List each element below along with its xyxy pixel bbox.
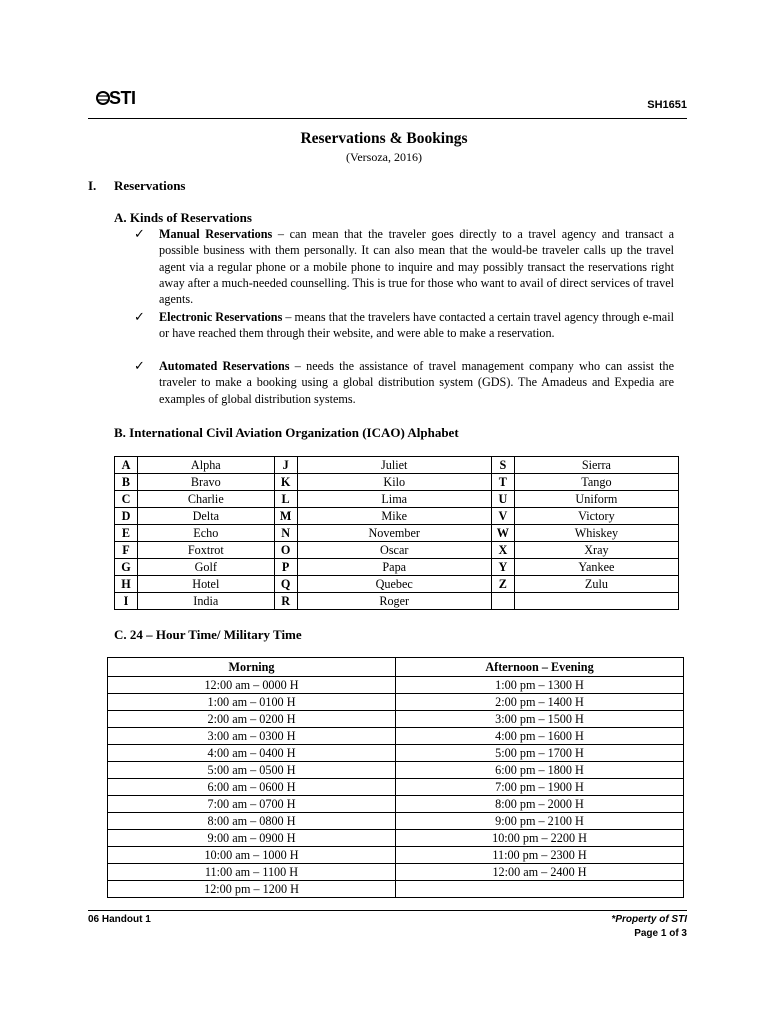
section-reservations-heading (88, 178, 186, 194)
morning-time-cell: 8:00 am – 0800 H (108, 813, 396, 830)
evening-time-cell: 8:00 pm – 2000 H (396, 796, 684, 813)
icao-heading: B. International Civil Aviation Organization (ICAO) Alphabet (114, 425, 459, 440)
table-row (115, 559, 679, 576)
evening-time-cell: 12:00 am – 2400 H (396, 864, 684, 881)
table-row (108, 728, 684, 745)
evening-time-cell: 2:00 pm – 1400 H (396, 694, 684, 711)
letter-cell: T (491, 474, 514, 491)
footer-divider (88, 910, 687, 911)
letter-cell (491, 593, 514, 610)
term: Automated Reservations (159, 359, 290, 373)
evening-time-cell (396, 881, 684, 898)
codeword-cell: Mike (297, 508, 491, 525)
table-row (108, 694, 684, 711)
codeword-cell: Tango (514, 474, 678, 491)
letter-cell: O (274, 542, 297, 559)
document-code: SH1651 (647, 99, 687, 111)
codeword-cell: Xray (514, 542, 678, 559)
header-divider (88, 118, 687, 119)
codeword-cell: Papa (297, 559, 491, 576)
morning-time-cell: 6:00 am – 0600 H (108, 779, 396, 796)
globe-icon (96, 91, 110, 105)
codeword-cell: Sierra (514, 457, 678, 474)
table-row (108, 677, 684, 694)
morning-time-cell: 12:00 pm – 1200 H (108, 881, 396, 898)
military-time-table (107, 657, 684, 898)
handout-label: 06 Handout 1 (88, 914, 151, 925)
evening-time-cell: 3:00 pm – 1500 H (396, 711, 684, 728)
evening-time-cell: 5:00 pm – 1700 H (396, 745, 684, 762)
table-row (108, 711, 684, 728)
section-label: Reservations (114, 178, 186, 193)
table-row (108, 796, 684, 813)
codeword-cell: Golf (138, 559, 275, 576)
table-row (115, 474, 679, 491)
morning-time-cell: 7:00 am – 0700 H (108, 796, 396, 813)
table-row (115, 491, 679, 508)
table-row (108, 813, 684, 830)
table-row (108, 864, 684, 881)
codeword-cell: Lima (297, 491, 491, 508)
kinds-heading: A. Kinds of Reservations (114, 210, 252, 225)
morning-time-cell: 4:00 am – 0400 H (108, 745, 396, 762)
codeword-cell (514, 593, 678, 610)
letter-cell: J (274, 457, 297, 474)
letter-cell: H (115, 576, 138, 593)
icao-alphabet-table (114, 456, 679, 610)
definition: – needs the assistance of travel management company who can assist the traveler to make a booking using a global distribution system (GDS). The Amadeus and Expedia are examples of global distribution systems. (159, 359, 674, 406)
checkmark-icon: ✓ (134, 358, 145, 373)
column-header: Morning (108, 658, 396, 677)
letter-cell: K (274, 474, 297, 491)
codeword-cell: Juliet (297, 457, 491, 474)
letter-cell: M (274, 508, 297, 525)
codeword-cell: India (138, 593, 275, 610)
letter-cell: F (115, 542, 138, 559)
morning-time-cell: 2:00 am – 0200 H (108, 711, 396, 728)
definition: – means that the travelers have contacted a certain travel agency through e-mail or have reached them through their website, and were able to make a reservation. (159, 310, 674, 341)
morning-time-cell: 3:00 am – 0300 H (108, 728, 396, 745)
codeword-cell: Quebec (297, 576, 491, 593)
morning-time-cell: 5:00 am – 0500 H (108, 762, 396, 779)
letter-cell: U (491, 491, 514, 508)
checkmark-icon: ✓ (134, 226, 145, 241)
page-number: Page 1 of 3 (634, 928, 687, 939)
morning-time-cell: 12:00 am – 0000 H (108, 677, 396, 694)
table-row (108, 847, 684, 864)
property-label: *Property of STI (611, 914, 687, 925)
codeword-cell: Bravo (138, 474, 275, 491)
section-number: I. (88, 178, 97, 193)
letter-cell: G (115, 559, 138, 576)
checkmark-icon: ✓ (134, 309, 145, 324)
codeword-cell: Oscar (297, 542, 491, 559)
table-row (108, 830, 684, 847)
letter-cell: C (115, 491, 138, 508)
evening-time-cell: 1:00 pm – 1300 H (396, 677, 684, 694)
table-row (115, 542, 679, 559)
letter-cell: Q (274, 576, 297, 593)
list-item (134, 226, 674, 307)
letter-cell: S (491, 457, 514, 474)
letter-cell: Y (491, 559, 514, 576)
codeword-cell: Roger (297, 593, 491, 610)
page-subtitle: (Versoza, 2016) (346, 150, 422, 164)
definition: – can mean that the traveler goes directly to a travel agency and transact a possible business with them personally. It can also mean that the would-be traveler calls up the travel agent via a regular phone or a mobile phone to inquire and may possibly transact the reservations right away after a much-needed counselling. This is true for those who want to avail of direct services of travel agents. (159, 227, 674, 307)
letter-cell: E (115, 525, 138, 542)
codeword-cell: Uniform (514, 491, 678, 508)
letter-cell: L (274, 491, 297, 508)
codeword-cell: November (297, 525, 491, 542)
morning-time-cell: 9:00 am – 0900 H (108, 830, 396, 847)
letter-cell: D (115, 508, 138, 525)
evening-time-cell: 11:00 pm – 2300 H (396, 847, 684, 864)
letter-cell: R (274, 593, 297, 610)
table-row (108, 779, 684, 796)
column-header: Afternoon – Evening (396, 658, 684, 677)
codeword-cell: Kilo (297, 474, 491, 491)
codeword-cell: Victory (514, 508, 678, 525)
letter-cell: W (491, 525, 514, 542)
letter-cell: B (115, 474, 138, 491)
codeword-cell: Alpha (138, 457, 275, 474)
morning-time-cell: 10:00 am – 1000 H (108, 847, 396, 864)
morning-time-cell: 11:00 am – 1100 H (108, 864, 396, 881)
codeword-cell: Yankee (514, 559, 678, 576)
military-time-heading: C. 24 – Hour Time/ Military Time (114, 627, 302, 642)
sti-logo (96, 89, 140, 109)
letter-cell: Z (491, 576, 514, 593)
codeword-cell: Delta (138, 508, 275, 525)
codeword-cell: Zulu (514, 576, 678, 593)
table-row (115, 576, 679, 593)
evening-time-cell: 4:00 pm – 1600 H (396, 728, 684, 745)
codeword-cell: Foxtrot (138, 542, 275, 559)
letter-cell: N (274, 525, 297, 542)
letter-cell: V (491, 508, 514, 525)
table-row (115, 457, 679, 474)
evening-time-cell: 9:00 pm – 2100 H (396, 813, 684, 830)
table-row (108, 881, 684, 898)
letter-cell: X (491, 542, 514, 559)
codeword-cell: Echo (138, 525, 275, 542)
term: Electronic Reservations (159, 310, 283, 324)
codeword-cell: Whiskey (514, 525, 678, 542)
page-title: Reservations & Bookings (300, 130, 468, 147)
table-row (115, 525, 679, 542)
logo-text: STI (109, 88, 136, 108)
list-item (134, 309, 674, 342)
letter-cell: I (115, 593, 138, 610)
letter-cell: A (115, 457, 138, 474)
table-row (115, 593, 679, 610)
letter-cell: P (274, 559, 297, 576)
codeword-cell: Hotel (138, 576, 275, 593)
table-row (108, 762, 684, 779)
table-row (115, 508, 679, 525)
list-item (134, 358, 674, 407)
codeword-cell: Charlie (138, 491, 275, 508)
evening-time-cell: 6:00 pm – 1800 H (396, 762, 684, 779)
morning-time-cell: 1:00 am – 0100 H (108, 694, 396, 711)
evening-time-cell: 7:00 pm – 1900 H (396, 779, 684, 796)
term: Manual Reservations (159, 227, 273, 241)
table-row (108, 745, 684, 762)
evening-time-cell: 10:00 pm – 2200 H (396, 830, 684, 847)
